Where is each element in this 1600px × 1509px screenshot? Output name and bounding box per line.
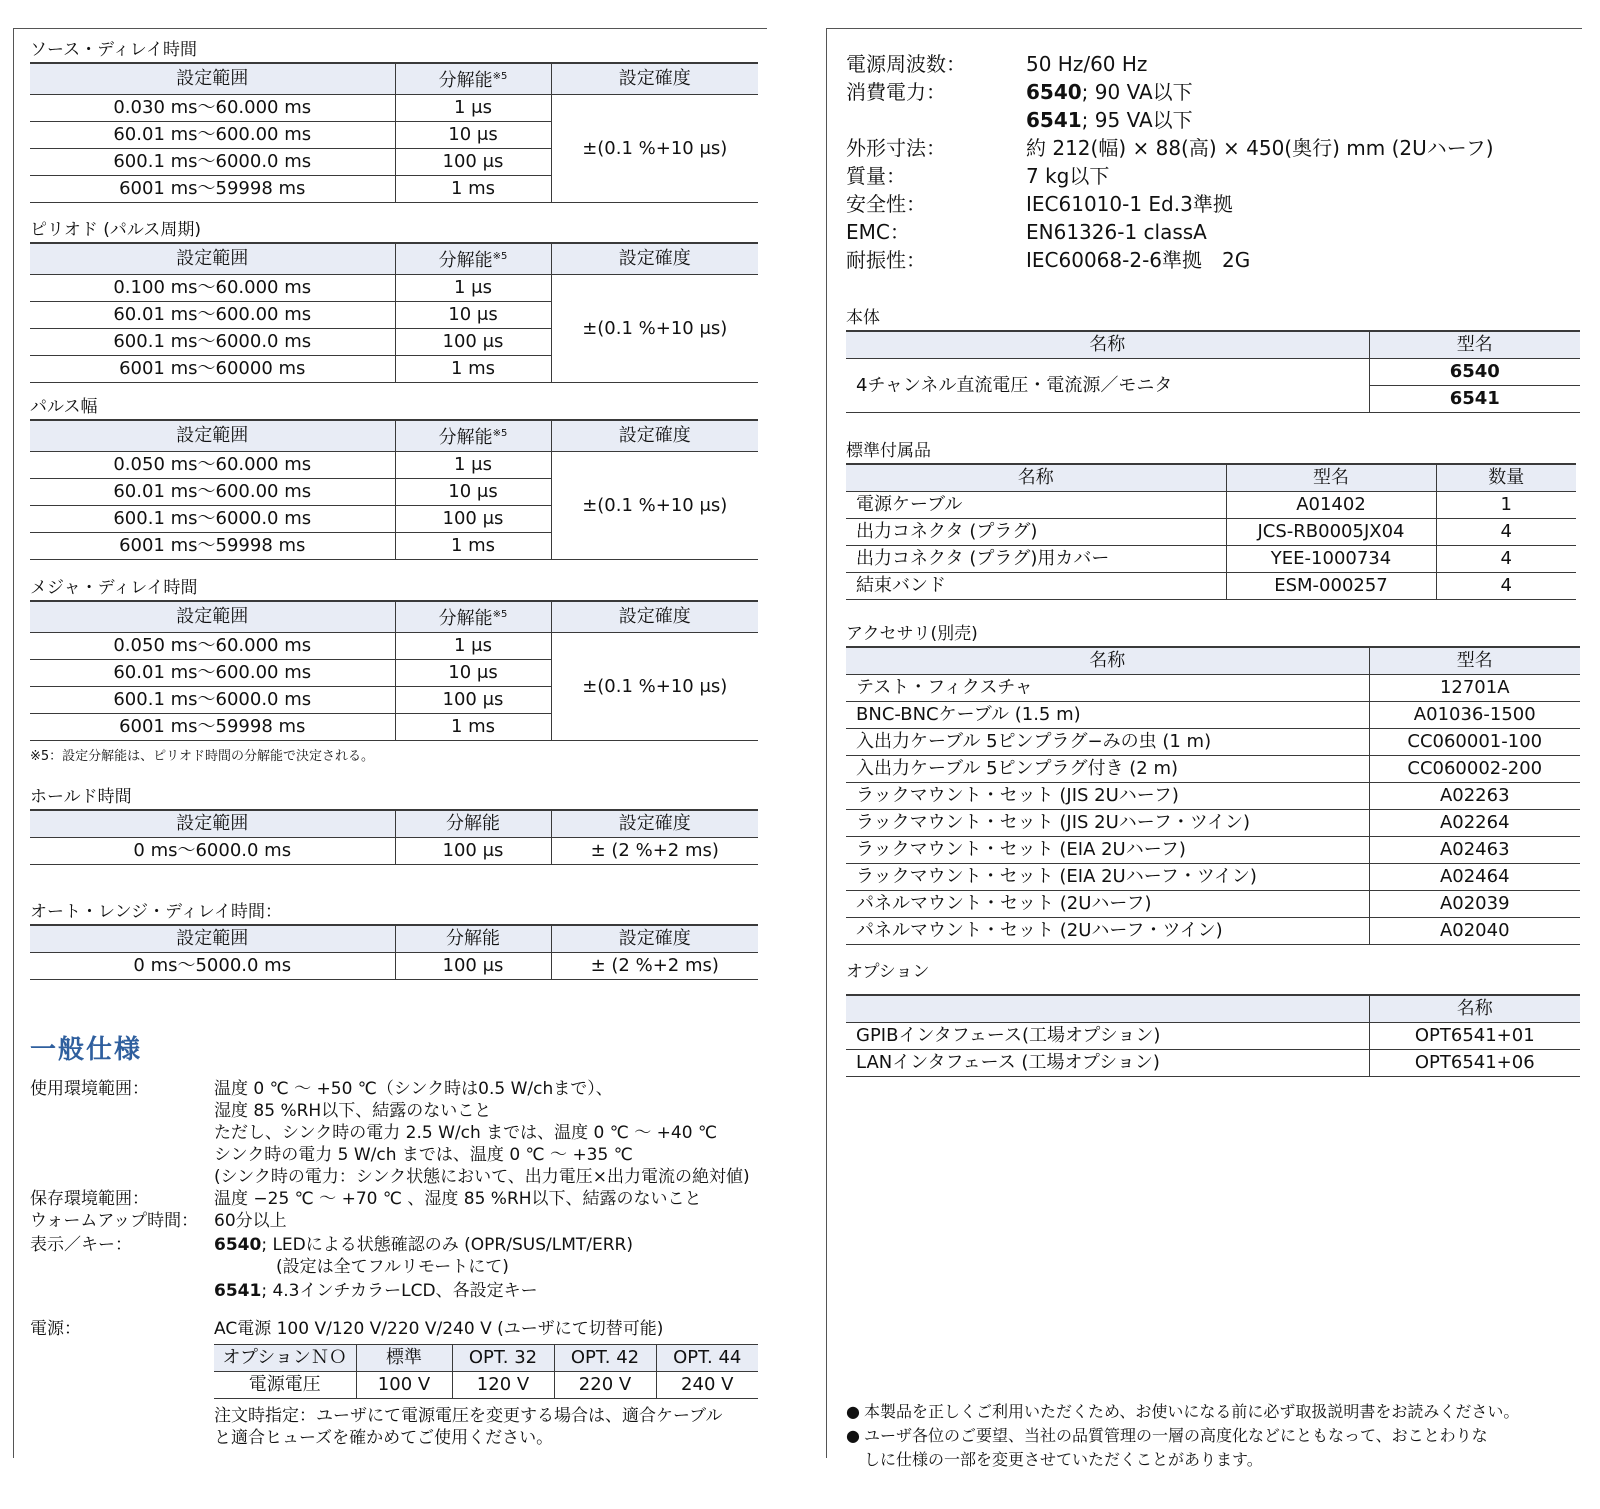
table-row: 6001 ms～59998 ms 1 ms [30,533,758,560]
section-title: メジャ・ディレイ時間 [30,578,198,598]
table-row: 0.050 ms～60.000 ms 1 μs ±(0.1 %+10 μs) [30,633,758,660]
timing-section-2 [30,395,758,560]
body-table: 名称 型名 4チャンネル直流電圧・電流源／モニタ 6540 6541 [846,330,1580,413]
table-row: 600.1 ms～6000.0 ms 100 μs [30,687,758,714]
options-table: 名称 GPIBインタフェース(工場オプション) OPT6541+01 LANインタフェース (工場オプション) OPT6541+06 [846,994,1580,1077]
section-title: パルス幅 [30,397,98,417]
table-row: ラックマウント・セット (JIS 2Uハーフ・ツイン) A02264 [846,810,1580,837]
table-row: パネルマウント・セット (2Uハーフ) A02039 [846,891,1580,918]
spec-row-weight: 質量： 7 kg以下 [846,164,1110,188]
col-header-accuracy: 設定確度 [551,601,758,633]
section-title: 標準付属品 [846,441,931,461]
table-row: 電源ケーブル A01402 1 [846,492,1576,519]
table-row: 600.1 ms～6000.0 ms 100 μs [30,506,758,533]
section-title: ソース・ディレイ時間 [30,40,197,60]
col-header-resolution: 分解能 [395,925,551,953]
spec-row-safety: 安全性： IEC61010-1 Ed.3準拠 [846,192,1233,216]
table-row: 60.01 ms～600.00 ms 10 μs [30,122,758,149]
footnote-2: ● ユーザ各位のご要望、当社の品質管理の一層の高度化などにともなって、おことわりな [846,1426,1488,1445]
col-header-accuracy: 設定確度 [551,243,758,275]
timing-section-0 [30,38,758,203]
timing-section-3 [30,576,758,767]
spec-table [30,62,758,203]
table-row: 6001 ms～59998 ms 1 ms [30,176,758,203]
timing-section-1 [30,218,758,383]
section-title: ホールド時間 [30,787,132,807]
right-top-rule [826,28,1582,29]
body-section [846,306,1580,413]
table-row: 0 ms～5000.0 ms 100 μs ± (2 %+2 ms) [30,953,758,980]
table-row: 60.01 ms～600.00 ms 10 μs [30,479,758,506]
table-row: 60.01 ms～600.00 ms 10 μs [30,660,758,687]
std-accessories-section [846,439,1576,600]
col-header-accuracy: 設定確度 [551,420,758,452]
table-row: BNC-BNCケーブル (1.5 m) A01036-1500 [846,702,1580,729]
accuracy-cell: ±(0.1 %+10 μs) [551,95,758,203]
display-row: 表示／キー： 6540; LEDによる状態確認のみ (OPR/SUS/LMT/ERR) (設定は全てフルリモートにて) 6541; 4.3インチカラーLCD、各設定キー [30,1235,633,1301]
spec-row-emc: EMC： EN61326-1 classA [846,220,1207,244]
right-column-rule [826,28,827,1458]
spec-table [30,809,758,865]
footnotes [846,1400,1580,1472]
hold-section [30,785,758,865]
table-row: 入出力ケーブル 5ピンプラグ付き (2 m) CC060002-200 [846,756,1580,783]
table-row: 出力コネクタ (プラグ) JCS-RB0005JX04 4 [846,519,1576,546]
section-title: 本体 [846,308,880,328]
table-row: GPIBインタフェース(工場オプション) OPT6541+01 [846,1023,1580,1050]
table-row: 入出力ケーブル 5ピンプラグ−みの虫 (1 m) CC060001-100 [846,729,1580,756]
col-header-accuracy: 設定確度 [551,63,758,95]
spec-table [30,242,758,383]
table-row: 6001 ms～60000 ms 1 ms [30,356,758,383]
table-row: 結束バンド ESM-000257 4 [846,573,1576,600]
spec-row-dimensions: 外形寸法： 約 212(幅) × 88(高) × 450(奥行) mm (2Uハーフ) [846,136,1494,160]
table-row: テスト・フィクスチャ 12701A [846,675,1580,702]
table-row: 0.030 ms～60.000 ms 1 μs ±(0.1 %+10 μs) [30,95,758,122]
spec-table [30,600,758,741]
power-row: 電源： AC電源 100 V/120 V/220 V/240 V (ユーザにて切替可能) オプションＮＯ 標準 OPT. 32 OPT. 42 OPT. 44 電源電圧 100 V 120 V 220 V 240 V 注文時指定：ユーザにて電源電圧を変更する場合は、適合ケーブル と適合ヒューズを確かめてご使用ください。 [30,1318,758,1449]
spec-row-power-2: 6541; 95 VA以下 [1026,108,1193,132]
table-row: 600.1 ms～6000.0 ms 100 μs [30,149,758,176]
table-row: 6001 ms～59998 ms 1 ms [30,714,758,741]
opt-accessories-section [846,622,1580,945]
warmup-row: ウォームアップ時間： 60分以上 [30,1211,287,1231]
accuracy-cell: ±(0.1 %+10 μs) [551,275,758,383]
accuracy-cell: ±(0.1 %+10 μs) [551,452,758,560]
table-row: ラックマウント・セット (EIA 2Uハーフ・ツイン) A02464 [846,864,1580,891]
footnote-1: ● 本製品を正しくご利用いただくため、お使いになる前に必ず取扱説明書をお読みください。 [846,1402,1520,1421]
table-row: 出力コネクタ (プラグ)用カバー YEE-1000734 4 [846,546,1576,573]
order-note: 注文時指定：ユーザにて電源電圧を変更する場合は、適合ケーブル [214,1406,723,1426]
general-section [30,1030,758,1449]
table-row: 600.1 ms～6000.0 ms 100 μs [30,329,758,356]
left-top-rule [13,28,767,29]
table-row: 0.100 ms～60.000 ms 1 μs ±(0.1 %+10 μs) [30,275,758,302]
col-header-range: 設定範囲 [30,420,395,452]
section-title: ピリオド (パルス周期) [30,220,201,240]
col-header-range: 設定範囲 [30,601,395,633]
col-header-resolution: 分解能$^{※5}$ [395,601,551,633]
general-heading: 一般仕様 [30,1035,143,1065]
footnote-5: ※5：設定分解能は、ピリオド時間の分解能で決定される。 [30,749,375,764]
spec-row-power: 消費電力： 6540; 90 VA以下 [846,80,1193,104]
spec-table [30,924,758,980]
col-header-range: 設定範囲 [30,63,395,95]
col-header-resolution: 分解能$^{※5}$ [395,63,551,95]
spec-row-vibration: 耐振性： IEC60068-2-6準拠 2G [846,248,1251,272]
table-row: パネルマウント・セット (2Uハーフ・ツイン) A02040 [846,918,1580,945]
col-header-accuracy: 設定確度 [551,810,758,838]
table-row: 0 ms～6000.0 ms 100 μs ± (2 %+2 ms) [30,838,758,865]
table-row: 6541 [846,386,1580,413]
table-row: 4チャンネル直流電圧・電流源／モニタ 6540 [846,359,1580,386]
right-spec-list [846,50,1580,274]
table-row: ラックマウント・セット (JIS 2Uハーフ) A02263 [846,783,1580,810]
power-table-row: 電源電圧 100 V 120 V 220 V 240 V [214,1372,758,1399]
storage-row: 保存環境範囲： 温度 −25 ℃ ～ +70 ℃ 、湿度 85 %RH以下、結露のないこと [30,1189,702,1209]
env-value: 温度 0 ℃ ～ +50 ℃（シンク時は0.5 W/chまで）、 湿度 85 %RH以下、結露のないこと ただし、シンク時の電力 2.5 W/ch までは、温度 0 ℃ ～ +40 ℃ シンク時の電力 5 W/ch までは、温度 0 ℃ ～ +35 ℃ (シンク時の電力：シンク状態において、出力電圧×出力電流の絶対値) [214,1079,750,1187]
section-title: オプション [846,962,930,982]
power-table-header: オプションＮＯ 標準 OPT. 32 OPT. 42 OPT. 44 [214,1345,758,1372]
footnote-3: しに仕様の一部を変更させていただくことがあります。 [864,1450,1263,1469]
env-row [30,1078,758,1188]
col-header-range: 設定範囲 [30,243,395,275]
section-title: アクセサリ(別売) [846,624,978,644]
table-row: 60.01 ms～600.00 ms 10 μs [30,302,758,329]
col-header-accuracy: 設定確度 [551,925,758,953]
std-accessories-table: 名称 型名 数量 電源ケーブル A01402 1 出力コネクタ (プラグ) JCS-RB0005JX04 4 出力コネクタ (プラグ)用カバー YEE-1000734 4 結束バンド ESM-000257 4 [846,463,1576,600]
col-header-range: 設定範囲 [30,810,395,838]
col-header-resolution: 分解能 [395,810,551,838]
env-label: 使用環境範囲： [30,1079,149,1099]
autorange-section [30,900,758,980]
table-row: LANインタフェース (工場オプション) OPT6541+06 [846,1050,1580,1077]
left-column-rule [13,28,14,1458]
col-header-resolution: 分解能$^{※5}$ [395,243,551,275]
power-table [214,1344,758,1399]
table-row: ラックマウント・セット (EIA 2Uハーフ) A02463 [846,837,1580,864]
opt-accessories-table: 名称 型名 テスト・フィクスチャ 12701A BNC-BNCケーブル (1.5 m) A01036-1500 入出力ケーブル 5ピンプラグ−みの虫 (1 m) CC060001-100 入出力ケーブル 5ピンプラグ付き (2 m) CC060002-200 ラックマウント・セット (JIS 2Uハーフ) A02263 ラックマウント・セット (JIS 2Uハーフ・ツイン) A02264 ラックマウント・セット (EIA 2Uハーフ) A02463 ラックマウント・セット (EIA 2Uハーフ・ツイン) A02464 パネルマウント・セット (2Uハーフ) A02039 パネルマウント・セット (2Uハーフ・ツイン) A02040 [846,646,1580,945]
spec-table [30,419,758,560]
table-row: 0.050 ms～60.000 ms 1 μs ±(0.1 %+10 μs) [30,452,758,479]
accuracy-cell: ±(0.1 %+10 μs) [551,633,758,741]
options-section [846,960,1580,1077]
col-header-resolution: 分解能$^{※5}$ [395,420,551,452]
spec-row-frequency: 電源周波数： 50 Hz/60 Hz [846,52,1148,76]
col-header-range: 設定範囲 [30,925,395,953]
section-title: オート・レンジ・ディレイ時間： [30,902,282,922]
